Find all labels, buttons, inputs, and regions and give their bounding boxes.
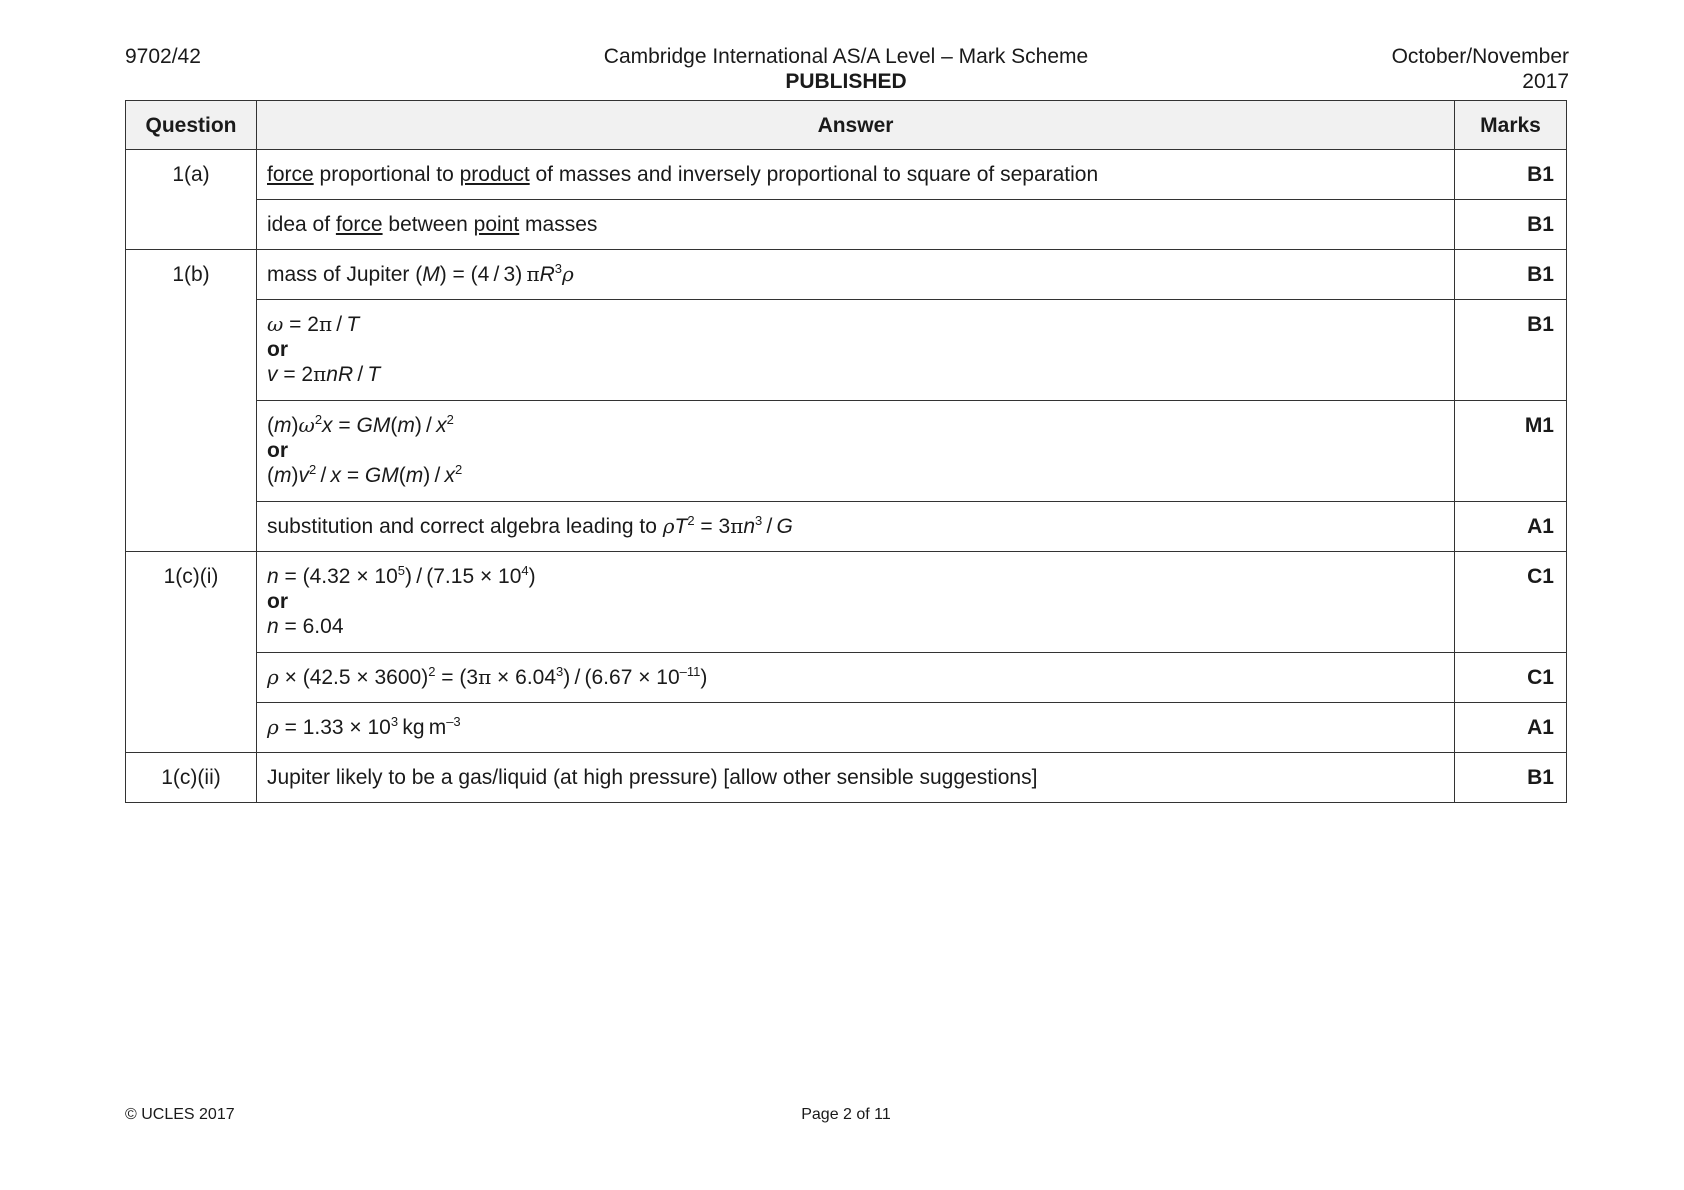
copyright: © UCLES 2017 [125,1106,235,1123]
mark-cell: C1 [1455,653,1567,703]
mark-scheme-table [125,100,1567,803]
mark-cell: M1 [1455,401,1567,502]
table-row [126,653,1567,703]
column-header-question: Question [126,101,257,150]
document-title: Cambridge International AS/A Level – Mark Scheme [603,45,1089,68]
question-number: 1(a) [126,150,257,250]
answer-cell: force proportional to product of masses and inversely proportional to square of separation [257,150,1455,200]
mark-cell: B1 [1455,200,1567,250]
answer-cell: $(m)\omega^2x = GM(m) / x^2$ or $(m)v^2 / x = GM(m) / x^2$ [257,401,1455,502]
table-row [126,753,1567,803]
page-number: Page 2 of 11 [801,1106,891,1123]
table-row [126,150,1567,200]
answer-cell: substitution and correct algebra leading to $\rho T^2 = 3\pi n^3 / G$ [257,502,1455,552]
table-row [126,552,1567,653]
column-header-marks: Marks [1455,101,1567,150]
table-row [126,502,1567,552]
mark-cell: B1 [1455,300,1567,401]
answer-cell: mass of Jupiter (M) = (4 / 3) $\pi R^3\rho$ [257,250,1455,300]
mark-cell: B1 [1455,250,1567,300]
table-row [126,401,1567,502]
mark-cell: A1 [1455,502,1567,552]
header-center [125,44,1567,94]
answer-cell: ω = 2π / T or v = 2πnR / T [257,300,1455,401]
question-number: 1(c)(ii) [126,753,257,803]
question-number: 1(c)(i) [126,552,257,753]
question-number: 1(b) [126,250,257,552]
column-header-answer: Answer [257,101,1455,150]
mark-cell: B1 [1455,150,1567,200]
mark-cell: B1 [1455,753,1567,803]
mark-cell: A1 [1455,703,1567,753]
mark-cell: C1 [1455,552,1567,653]
published-label: PUBLISHED [785,70,907,93]
answer-cell: $n = (4.32 \times 10^5) / (7.15 \times 10^4)$ or n = 6.04 [257,552,1455,653]
answer-cell: idea of force between point masses [257,200,1455,250]
exam-session: October/November [1391,45,1569,68]
table-row [126,300,1567,401]
table-header-row [126,101,1567,150]
header-session [1392,44,1569,94]
exam-year: 2017 [1522,70,1569,93]
answer-cell: Jupiter likely to be a gas/liquid (at high pressure) [allow other sensible suggestions] [257,753,1455,803]
table-row [126,250,1567,300]
table-row [126,703,1567,753]
table-row [126,200,1567,250]
answer-cell: $\rho = 1.33 \times 10^3$ kg $m^{-3}$ [257,703,1455,753]
answer-cell: $\rho \times (42.5 \times 3600)^2 = (3\pi \times 6.04^3) / (6.67 \times 10^{-11})$ [257,653,1455,703]
paper-code: 9702/42 [125,45,201,68]
